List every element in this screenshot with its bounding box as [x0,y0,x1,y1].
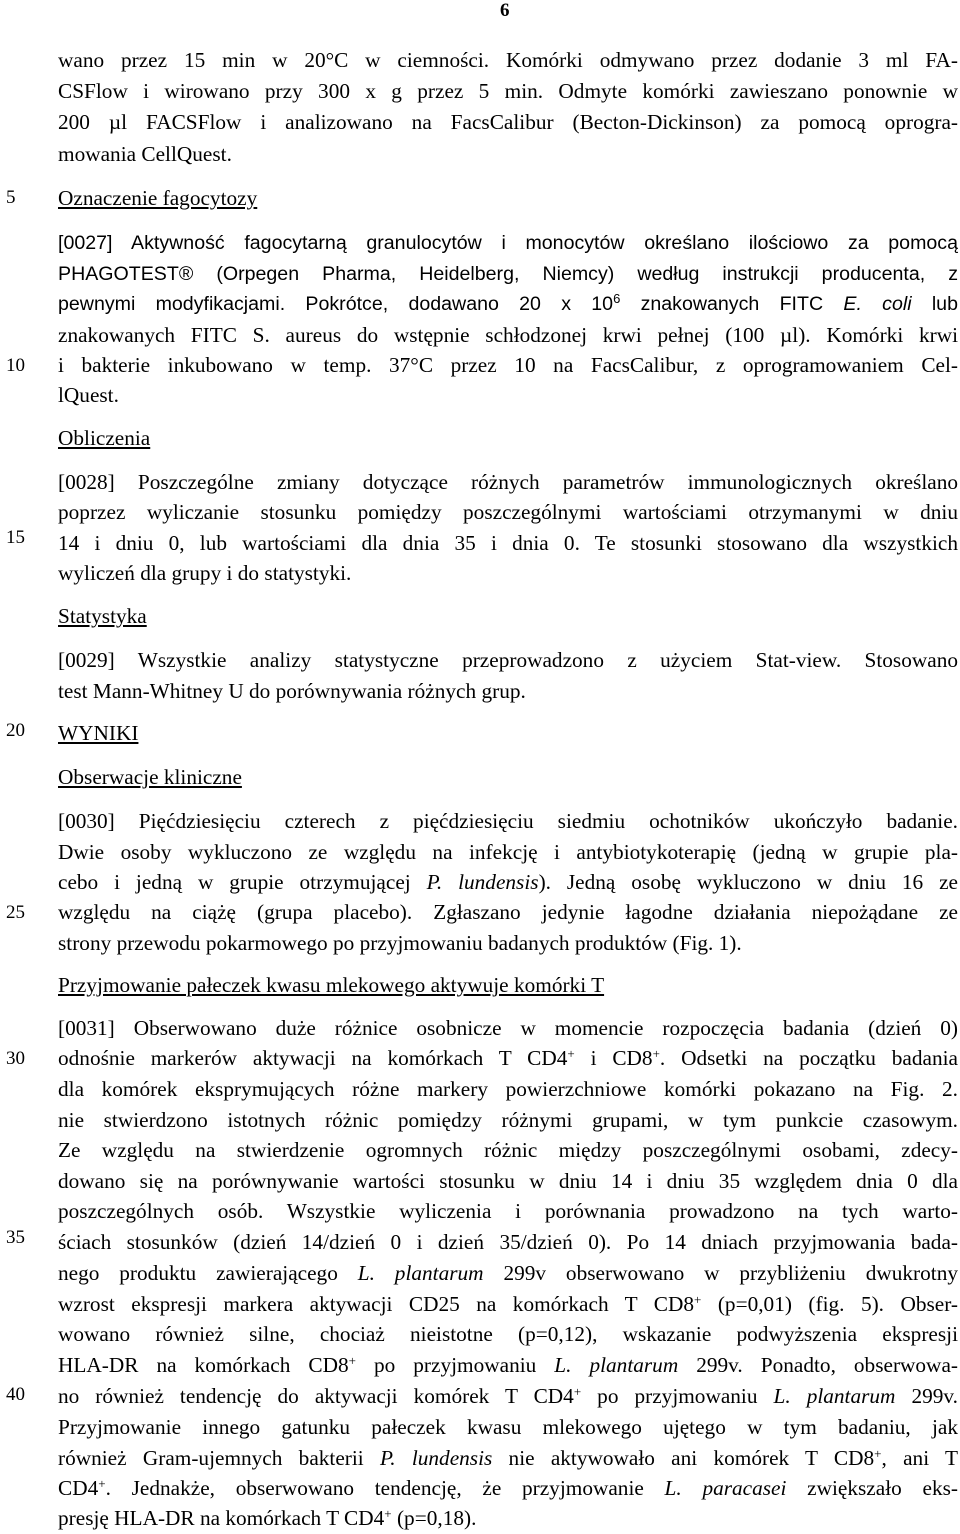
line-number-15: 15 [6,527,25,548]
p0030-line-2: Dwie osoby wykluczono ze względu na infekcję i antybiotykoterapię (jedną w grupie pla- [58,840,958,864]
p0027-line-6: lQuest. [58,383,119,407]
p0031-line-9: nego produktu zawierającego L. plantarum 299v obserwowano w przybliżeniu dwukrotny [58,1261,958,1285]
p0031-line-16: CD4+. Jednakże, obserwowano tendencję, że przyjmowanie L. paracasei zwiększało eks- [58,1476,958,1500]
intro-line-3: 200 µl FACSFlow i analizowano na FacsCalibur (Becton-Dickinson) za pomocą oprogra- [58,110,958,134]
heading-statystyka: Statystyka [58,604,147,628]
p0031-line-14: Przyjmowanie innego gatunku pałeczek kwasu mlekowego ujętego w tym badaniu, jak [58,1415,958,1439]
line-number-5: 5 [6,187,16,208]
p0028-line-1: [0028] Poszczególne zmiany dotyczące różnych parametrów immunologicznych określano [58,470,958,494]
p0031-line-3: dla komórek eksprymujących różne markery powierzchniowe komórki pokazano na Fig. 2. [58,1077,958,1101]
p0031-line-7: poszczególnych osób. Wszystkie wyliczenia i porównania prowadzono na tych warto- [58,1199,958,1223]
p0031-line-2: odnośnie markerów aktywacji na komórkach T CD4+ i CD8+. Odsetki na początku badania [58,1046,958,1070]
p0031-line-12: HLA-DR na komórkach CD8+ po przyjmowaniu L. plantarum 299v. Ponadto, obserwowa- [58,1353,958,1377]
p0030-line-1: [0030] Pięćdziesięciu czterech z pięćdziesięciu siedmiu ochotników ukończyło badanie. [58,809,958,833]
line-number-25: 25 [6,902,25,923]
intro-line-2: CSFlow i wirowano przy 300 x g przez 5 min. Odmyte komórki zawieszano ponownie w [58,79,958,103]
p0027-line-4: znakowanych FITC S. aureus do wstępnie schłodzonej krwi pełnej (100 µl). Komórki krwi [58,323,958,347]
p0031-line-1: [0031] Obserwowano duże różnice osobnicze w momencie rozpoczęcia badania (dzień 0) [58,1016,958,1040]
p0030-line-5: strony przewodu pokarmowego po przyjmowaniu badanych produktów (Fig. 1). [58,931,742,955]
p0031-line-5: Ze względu na stwierdzenie ogromnych różnic między poszczególnymi osobami, zdecy- [58,1138,958,1162]
line-number-10: 10 [6,355,25,376]
p0027-line-2: PHAGOTEST® (Orpegen Pharma, Heidelberg, Niemcy) według instrukcji producenta, z [58,263,958,285]
line-number-20: 20 [6,720,25,741]
heading-wyniki: WYNIKI [58,721,139,745]
heading-przyjmowanie: Przyjmowanie pałeczek kwasu mlekowego aktywuje komórki T [58,973,605,997]
p0027-line-5: i bakterie inkubowano w temp. 37°C przez 10 na FacsCalibur, z oprogramowaniem Cel- [58,353,958,377]
p0030-line-4: względu na ciążę (grupa placebo). Zgłaszano jedynie łagodne działania niepożądane ze [58,900,958,924]
page-number: 6 [500,0,510,21]
p0031-line-11: wowano również silne, chociaż nieistotne (p=0,12), wskazanie podwyższenia ekspresji [58,1322,958,1346]
intro-line-4: mowania CellQuest. [58,142,232,166]
line-number-35: 35 [6,1227,25,1248]
p0028-line-3: 14 i dniu 0, lub wartościami dla dnia 35 i dnia 0. Te stosunki stosowano dla wszystkich [58,531,958,555]
intro-line-1: wano przez 15 min w 20°C w ciemności. Komórki odmywano przez dodanie 3 ml FA- [58,48,958,72]
p0031-line-8: ściach stosunków (dzień 14/dzień 0 i dzień 35/dzień 0). Po 14 dniach przyjmowania bada- [58,1230,958,1254]
p0029-line-1: [0029] Wszystkie analizy statystyczne przeprowadzono z użyciem Stat-view. Stosowano [58,648,958,672]
heading-obliczenia: Obliczenia [58,426,151,450]
p0027-line-3: pewnymi modyfikacjami. Pokrótce, dodawano 20 x $10^6$ znakowanych FITC E. coli lub [58,291,958,315]
heading-fagocytoza: Oznaczenie fagocytozy [58,186,258,210]
p0028-line-4: wyliczeń dla grupy i do statystyki. [58,561,352,585]
line-number-30: 30 [6,1048,25,1069]
p0027-line-1: [0027] Aktywność fagocytarną granulocytów i monocytów określano ilościowo za pomocą [58,232,958,254]
p0031-line-10: wzrost ekspresji markera aktywacji CD25 na komórkach T CD8+ (p=0,01) (fig. 5). Obser- [58,1292,958,1316]
p0028-line-2: poprzez wyliczanie stosunku pomiędzy poszczególnymi wartościami otrzymanymi w dniu [58,500,958,524]
p0029-line-2: test Mann-Whitney U do porównywania różnych grup. [58,679,526,703]
p0030-line-3: cebo i jedną w grupie otrzymującej P. lundensis). Jedną osobę wykluczono w dniu 16 ze [58,870,959,894]
superscript: 6 [613,291,621,306]
p0031-line-4: nie stwierdzono istotnych różnic pomiędzy różnymi grupami, w tym punkcie czasowym. [58,1108,958,1132]
line-number-40: 40 [6,1384,25,1405]
p0031-line-17: presję HLA-DR na komórkach T CD4+ (p=0,18). [58,1506,477,1530]
p0031-line-6: dowano się na porównywanie wartości stosunku w dniu 14 i dniu 35 względem dnia 0 dla [58,1169,958,1193]
p0031-line-13: no również tendencję do aktywacji komórek T CD4+ po przyjmowaniu L. plantarum 299v. [58,1384,958,1408]
heading-obserwacje: Obserwacje kliniczne [58,765,242,789]
p0031-line-15: również Gram-ujemnych bakterii P. lundensis nie aktywowało ani komórek T CD8+, ani T [58,1446,959,1470]
